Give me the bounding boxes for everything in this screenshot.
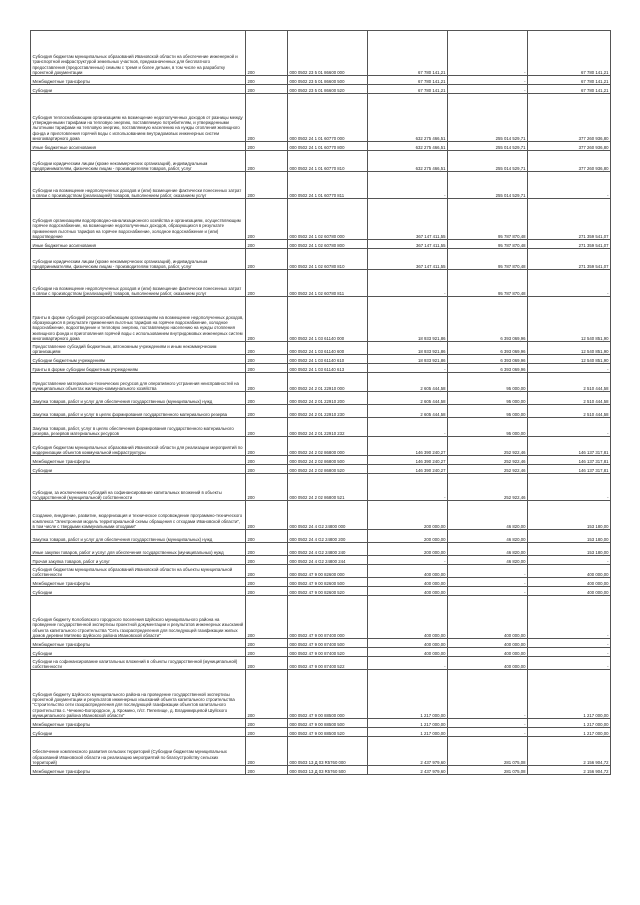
table-row: [31, 405, 611, 418]
row-executed-cell: 252 922,46: [448, 474, 528, 501]
row-budget-code-cell: 000 0502 24 2 01 22910 000: [288, 373, 368, 392]
row-executed-cell: 6 393 069,96: [448, 364, 528, 373]
row-unexecuted-cell: -: [528, 657, 611, 670]
table-row: [31, 76, 611, 85]
row-line-code-cell: 200: [246, 172, 288, 199]
row-budget-code-cell: 000 0502 24 1 01 60770 811: [288, 172, 368, 199]
row-approved-cell: -: [368, 418, 448, 437]
row-approved-cell: 1 217 000,00: [368, 728, 448, 737]
row-budget-code-cell: 000 0502 24 1 02 60780 000: [288, 199, 368, 240]
table-row: [31, 240, 611, 249]
table-row: [31, 418, 611, 437]
row-name-cell: Субсидия организациям водопроводно-канализационного хозяйства и организациям, осуществляющим горячее водоснабжение, на возмещение недополученных доходов, образующихся в результате применения льготных тарифов на горячее водоснабжение, холодное водоснабжение и (или) водоотведение: [31, 199, 246, 240]
row-line-code-cell: 200: [246, 85, 288, 94]
row-unexecuted-cell: 146 137 317,81: [528, 456, 611, 465]
row-name-cell: Иные бюджетные ассигнования: [31, 240, 246, 249]
row-name-cell: Субсидии на возмещение недополученных доходов и (или) возмещение фактически понесенных затрат в связи с производством (реализацией) товаров, выполнением работ, оказанием услуг: [31, 172, 246, 199]
row-line-code-cell: 200: [246, 270, 288, 297]
table-row: [31, 648, 611, 657]
row-name-cell: Предоставление материально-технических ресурсов для оперативного устранения неисправностей на муниципальных объектах жилищно-коммунального хозяйства: [31, 373, 246, 392]
table-row: [31, 373, 611, 392]
row-unexecuted-cell: 153 180,00: [528, 543, 611, 556]
row-line-code-cell: 200: [246, 596, 288, 639]
table-row: [31, 355, 611, 364]
row-unexecuted-cell: 2 510 444,58: [528, 392, 611, 405]
row-unexecuted-cell: 67 780 141,21: [528, 31, 611, 76]
table-row: [31, 657, 611, 670]
row-executed-cell: 95 787 870,48: [448, 270, 528, 297]
row-line-code-cell: 200: [246, 94, 288, 142]
row-name-cell: Межбюджетные трансферты: [31, 578, 246, 587]
row-unexecuted-cell: 12 540 851,90: [528, 342, 611, 355]
row-approved-cell: 67 780 141,21: [368, 85, 448, 94]
row-executed-cell: 95 787 870,48: [448, 249, 528, 270]
row-approved-cell: 200 000,00: [368, 530, 448, 543]
row-name-cell: Субсидии: [31, 465, 246, 474]
table-row: [31, 556, 611, 565]
table-row: [31, 31, 611, 76]
row-approved-cell: -: [368, 657, 448, 670]
row-line-code-cell: 200: [246, 530, 288, 543]
row-executed-cell: -: [448, 565, 528, 578]
row-executed-cell: 95 787 870,48: [448, 199, 528, 240]
budget-table: [30, 30, 611, 775]
row-approved-cell: 200 000,00: [368, 501, 448, 530]
row-budget-code-cell: 000 0502 24 2 01 22910 232: [288, 418, 368, 437]
row-name-cell: Межбюджетные трансферты: [31, 456, 246, 465]
row-executed-cell: -: [448, 670, 528, 719]
row-budget-code-cell: 000 0502 24 1 01 60770 810: [288, 151, 368, 172]
row-name-cell: Межбюджетные трансферты: [31, 639, 246, 648]
row-budget-code-cell: 000 0502 47 9 00 87400 000: [288, 596, 368, 639]
table-row: [31, 297, 611, 342]
row-budget-code-cell: 000 0502 24 1 02 60780 810: [288, 249, 368, 270]
table-row: [31, 342, 611, 355]
row-name-cell: Прочая закупка товаров, работ и услуг: [31, 556, 246, 565]
row-line-code-cell: 200: [246, 719, 288, 728]
table-row: [31, 565, 611, 578]
table-row: [31, 543, 611, 556]
row-approved-cell: 1 217 000,00: [368, 670, 448, 719]
row-executed-cell: 46 820,00: [448, 543, 528, 556]
row-name-cell: Субсидии бюджетным учреждениям: [31, 355, 246, 364]
row-budget-code-cell: 000 0502 47 9 00 82600 000: [288, 565, 368, 578]
row-unexecuted-cell: -: [528, 556, 611, 565]
row-budget-code-cell: 000 0502 24 1 02 60780 800: [288, 240, 368, 249]
table-row: [31, 392, 611, 405]
row-name-cell: Обеспечение комплексного развития сельских территорий (Субсидии бюджетам муниципальных образований Ивановской области на реализацию мероприятий по благоустройству сельских территорий): [31, 737, 246, 766]
table-row: [31, 766, 611, 775]
row-line-code-cell: 200: [246, 565, 288, 578]
row-unexecuted-cell: 146 137 317,81: [528, 437, 611, 456]
row-line-code-cell: 200: [246, 465, 288, 474]
row-executed-cell: -: [448, 728, 528, 737]
row-line-code-cell: 200: [246, 543, 288, 556]
row-unexecuted-cell: -: [528, 639, 611, 648]
row-budget-code-cell: 000 0502 24 2 02 86800 000: [288, 437, 368, 456]
row-line-code-cell: 200: [246, 501, 288, 530]
row-approved-cell: -: [368, 474, 448, 501]
row-approved-cell: 2 605 444,58: [368, 405, 448, 418]
row-budget-code-cell: 000 0502 47 9 00 88500 000: [288, 670, 368, 719]
row-line-code-cell: 200: [246, 556, 288, 565]
row-line-code-cell: 200: [246, 364, 288, 373]
row-executed-cell: 252 922,46: [448, 465, 528, 474]
row-executed-cell: 6 393 069,96: [448, 342, 528, 355]
row-approved-cell: 400 000,00: [368, 648, 448, 657]
row-unexecuted-cell: 271 359 541,07: [528, 199, 611, 240]
row-budget-code-cell: 000 0502 47 9 00 82600 500: [288, 578, 368, 587]
table-row: [31, 249, 611, 270]
row-line-code-cell: 200: [246, 151, 288, 172]
table-row: [31, 639, 611, 648]
row-approved-cell: 400 000,00: [368, 639, 448, 648]
row-budget-code-cell: 000 0502 24 2 01 22910 230: [288, 405, 368, 418]
row-executed-cell: 95 787 870,48: [448, 240, 528, 249]
row-budget-code-cell: 000 0502 24 2 01 22910 200: [288, 392, 368, 405]
table-row: [31, 85, 611, 94]
row-line-code-cell: 200: [246, 437, 288, 456]
row-unexecuted-cell: 1 217 000,00: [528, 728, 611, 737]
row-approved-cell: 2 605 444,58: [368, 392, 448, 405]
row-line-code-cell: 200: [246, 456, 288, 465]
row-approved-cell: 367 147 411,55: [368, 240, 448, 249]
row-budget-code-cell: 000 0502 47 9 00 82600 520: [288, 587, 368, 596]
row-name-cell: Субсидии на софинансирование капитальных вложений в объекты государственной (муниципальной) собственности: [31, 657, 246, 670]
row-line-code-cell: 200: [246, 240, 288, 249]
row-name-cell: Межбюджетные трансферты: [31, 719, 246, 728]
row-name-cell: Закупка товаров, работ и услуг для обеспечения государственных (муниципальных) нужд: [31, 530, 246, 543]
row-name-cell: Закупка товаров, работ и услуг в целях формирования государственного материального резерва: [31, 405, 246, 418]
row-line-code-cell: 200: [246, 737, 288, 766]
row-executed-cell: -: [448, 31, 528, 76]
row-executed-cell: -: [448, 719, 528, 728]
row-approved-cell: 632 275 466,51: [368, 151, 448, 172]
row-executed-cell: 281 075,08: [448, 766, 528, 775]
row-executed-cell: 255 014 529,71: [448, 142, 528, 151]
row-budget-code-cell: 000 0502 24 4 G2 24800 200: [288, 530, 368, 543]
row-approved-cell: 367 147 411,55: [368, 199, 448, 240]
row-line-code-cell: 200: [246, 728, 288, 737]
row-unexecuted-cell: -: [528, 596, 611, 639]
row-line-code-cell: 200: [246, 766, 288, 775]
row-budget-code-cell: 000 0502 47 9 00 87400 520: [288, 648, 368, 657]
row-approved-cell: 18 933 921,86: [368, 342, 448, 355]
row-name-cell: Предоставление субсидий бюджетным, автономным учреждениям и иным некоммерческим организациям: [31, 342, 246, 355]
row-approved-cell: 632 275 466,51: [368, 142, 448, 151]
row-unexecuted-cell: 271 359 541,07: [528, 249, 611, 270]
row-line-code-cell: 200: [246, 405, 288, 418]
row-name-cell: Субсидии юридическим лицам (кроме некоммерческих организаций), индивидуальным предпринимателям, физическим лицам - производителям товаров, работ, услуг: [31, 151, 246, 172]
row-line-code-cell: 200: [246, 355, 288, 364]
row-budget-code-cell: 000 0502 47 9 00 87400 522: [288, 657, 368, 670]
row-name-cell: Субсидия бюджетам муниципальных образований Ивановской области для реализации мероприятий по модернизации объектов коммунальной инфраструктуры: [31, 437, 246, 456]
row-executed-cell: 95 000,00: [448, 405, 528, 418]
row-name-cell: Субсидия бюджету Шуйского муниципального района на проведение государственной экспертизы проектной документации и результатов инженерных изысканий объекта капитального строительства "Строительство сети газораспределения для последующей газификации объектов капитального строительства с. Чечкино-Богородское, д. Кромино, п/ст. Пепелище, д. Владимирцевой Шуйского муниципального района Ивановской области": [31, 670, 246, 719]
row-unexecuted-cell: 2 510 444,58: [528, 373, 611, 392]
row-approved-cell: 18 933 921,86: [368, 297, 448, 342]
row-line-code-cell: 200: [246, 373, 288, 392]
row-unexecuted-cell: 271 359 541,07: [528, 240, 611, 249]
row-executed-cell: -: [448, 578, 528, 587]
row-executed-cell: 46 820,00: [448, 501, 528, 530]
row-name-cell: Субсидии на возмещение недополученных доходов и (или) возмещение фактически понесенных затрат в связи с производством (реализацией) товаров, выполнением работ, оказанием услуг: [31, 270, 246, 297]
row-approved-cell: -: [368, 270, 448, 297]
row-budget-code-cell: 000 0503 13 Д 03 R5760 500: [288, 766, 368, 775]
row-budget-code-cell: 000 0502 24 4 G2 24800 244: [288, 556, 368, 565]
table-row: [31, 199, 611, 240]
row-line-code-cell: 200: [246, 31, 288, 76]
row-executed-cell: 281 075,08: [448, 737, 528, 766]
row-line-code-cell: 200: [246, 342, 288, 355]
row-approved-cell: 18 933 921,86: [368, 355, 448, 364]
row-name-cell: Гранты в форме субсидии бюджетным учреждениям: [31, 364, 246, 373]
row-executed-cell: 95 000,00: [448, 373, 528, 392]
row-unexecuted-cell: 2 510 444,58: [528, 405, 611, 418]
row-unexecuted-cell: -: [528, 364, 611, 373]
row-budget-code-cell: 000 0502 47 9 00 88500 500: [288, 719, 368, 728]
row-line-code-cell: 200: [246, 142, 288, 151]
row-name-cell: Иные закупки товаров, работ и услуг для обеспечения государственных (муниципальных) нужд: [31, 543, 246, 556]
row-executed-cell: 95 000,00: [448, 392, 528, 405]
table-row: [31, 364, 611, 373]
row-unexecuted-cell: -: [528, 648, 611, 657]
row-budget-code-cell: 000 0502 24 2 02 86800 521: [288, 474, 368, 501]
row-approved-cell: 2 437 979,60: [368, 766, 448, 775]
row-name-cell: Гранты в форме субсидий ресурсоснабжающим организациям на возмещение недополученных доходов, образующихся в результате применения льготных тарифов на горячее водоснабжение, холодное водоснабжение, водоотведение и тепловую энергию, поставляемую населению на нужды отопления жилищного фонда и приготовления горячей воды с использованием внутридомовых инженерных систем многоквартирного дома: [31, 297, 246, 342]
row-unexecuted-cell: 67 780 141,21: [528, 85, 611, 94]
row-budget-code-cell: 000 0502 24 1 03 61140 610: [288, 355, 368, 364]
row-unexecuted-cell: 400 000,00: [528, 578, 611, 587]
row-approved-cell: 400 000,00: [368, 578, 448, 587]
row-name-cell: Создание, внедрение, развитие, модернизация и техническое сопровождение программно-технического комплекса "Электронная модель территориальной схемы обращения с отходами Ивановской области", в том числе с твердыми коммунальными отходами": [31, 501, 246, 530]
table-row: [31, 578, 611, 587]
row-approved-cell: 367 147 411,55: [368, 249, 448, 270]
row-approved-cell: 146 390 240,27: [368, 437, 448, 456]
row-approved-cell: 1 217 000,00: [368, 719, 448, 728]
table-row: [31, 456, 611, 465]
row-unexecuted-cell: -: [528, 270, 611, 297]
row-unexecuted-cell: 377 260 936,80: [528, 142, 611, 151]
row-budget-code-cell: 000 0502 47 9 00 87400 500: [288, 639, 368, 648]
row-line-code-cell: 200: [246, 297, 288, 342]
table-row: [31, 737, 611, 766]
row-unexecuted-cell: 153 180,00: [528, 501, 611, 530]
table-row: [31, 728, 611, 737]
row-name-cell: Закупка товаров, работ и услуг для обеспечения государственных (муниципальных) нужд: [31, 392, 246, 405]
row-executed-cell: -: [448, 85, 528, 94]
row-approved-cell: -: [368, 556, 448, 565]
row-executed-cell: 255 014 529,71: [448, 172, 528, 199]
row-budget-code-cell: 000 0502 24 2 02 86800 520: [288, 465, 368, 474]
row-executed-cell: 46 820,00: [448, 556, 528, 565]
row-approved-cell: 200 000,00: [368, 543, 448, 556]
row-budget-code-cell: 000 0503 13 Д 03 R5760 000: [288, 737, 368, 766]
row-unexecuted-cell: 2 156 904,72: [528, 766, 611, 775]
row-executed-cell: 6 393 069,96: [448, 355, 528, 364]
row-budget-code-cell: 000 0502 23 5 01 86600 520: [288, 85, 368, 94]
table-row: [31, 151, 611, 172]
row-unexecuted-cell: 12 540 851,90: [528, 297, 611, 342]
row-line-code-cell: 200: [246, 76, 288, 85]
row-unexecuted-cell: 400 000,00: [528, 587, 611, 596]
table-row: [31, 474, 611, 501]
row-line-code-cell: 200: [246, 199, 288, 240]
row-approved-cell: -: [368, 172, 448, 199]
row-line-code-cell: 200: [246, 418, 288, 437]
row-executed-cell: 400 000,00: [448, 648, 528, 657]
row-line-code-cell: 200: [246, 474, 288, 501]
row-unexecuted-cell: 1 217 000,00: [528, 719, 611, 728]
row-executed-cell: 400 000,00: [448, 657, 528, 670]
row-line-code-cell: 200: [246, 249, 288, 270]
table-row: [31, 670, 611, 719]
row-budget-code-cell: 000 0502 24 4 G2 24800 240: [288, 543, 368, 556]
table-body: [31, 31, 611, 775]
row-approved-cell: 67 780 141,21: [368, 76, 448, 85]
row-approved-cell: 2 605 444,58: [368, 373, 448, 392]
row-executed-cell: 252 922,46: [448, 437, 528, 456]
row-line-code-cell: 200: [246, 587, 288, 596]
row-name-cell: Межбюджетные трансферты: [31, 766, 246, 775]
row-approved-cell: 632 275 466,51: [368, 94, 448, 142]
row-approved-cell: 400 000,00: [368, 596, 448, 639]
row-unexecuted-cell: 377 260 936,80: [528, 94, 611, 142]
row-unexecuted-cell: 153 180,00: [528, 530, 611, 543]
row-unexecuted-cell: 400 000,00: [528, 565, 611, 578]
row-budget-code-cell: 000 0502 24 1 01 60770 000: [288, 94, 368, 142]
table-row: [31, 587, 611, 596]
row-budget-code-cell: 000 0502 24 1 02 60780 811: [288, 270, 368, 297]
table-row: [31, 719, 611, 728]
row-budget-code-cell: 000 0502 24 1 03 61140 613: [288, 364, 368, 373]
row-name-cell: Субсидия бюджету Колобовского городского поселения Шуйского муниципального района на проведение государственной экспертизы проектной документации и результатов инженерных изысканий объекта капитального строительства "Сеть газораспределения для последующей газификации жилых домов деревни Митяево Шуйского района Ивановской области": [31, 596, 246, 639]
row-line-code-cell: 200: [246, 657, 288, 670]
row-unexecuted-cell: -: [528, 172, 611, 199]
row-budget-code-cell: 000 0502 23 5 01 86600 000: [288, 31, 368, 76]
row-unexecuted-cell: -: [528, 474, 611, 501]
row-approved-cell: 400 000,00: [368, 587, 448, 596]
row-executed-cell: 255 014 529,71: [448, 94, 528, 142]
row-line-code-cell: 200: [246, 670, 288, 719]
row-budget-code-cell: 000 0502 24 2 02 86800 500: [288, 456, 368, 465]
row-unexecuted-cell: 2 156 904,72: [528, 737, 611, 766]
row-name-cell: Субсидия бюджетам муниципальных образований Ивановской области на обеспечение инженерной и транспортной инфраструктурой земельных участков, предназначенных для бесплатного предоставления (предоставленных) семьям с тремя и более детьми, в том числе на разработку проектной документации: [31, 31, 246, 76]
row-unexecuted-cell: -: [528, 418, 611, 437]
row-executed-cell: 46 820,00: [448, 530, 528, 543]
row-name-cell: Субсидии юридическим лицам (кроме некоммерческих организаций), индивидуальным предпринимателям, физическим лицам - производителям товаров, работ, услуг: [31, 249, 246, 270]
row-executed-cell: 252 922,46: [448, 456, 528, 465]
row-unexecuted-cell: 12 540 851,90: [528, 355, 611, 364]
row-name-cell: Субсидии, за исключением субсидий на софинансирование капитальных вложений в объекты государственной (муниципальной) собственности: [31, 474, 246, 501]
table-row: [31, 530, 611, 543]
row-approved-cell: 67 780 141,21: [368, 31, 448, 76]
row-executed-cell: 95 000,00: [448, 418, 528, 437]
row-name-cell: Межбюджетные трансферты: [31, 76, 246, 85]
row-executed-cell: 400 000,00: [448, 596, 528, 639]
row-executed-cell: -: [448, 76, 528, 85]
row-unexecuted-cell: 146 137 317,81: [528, 465, 611, 474]
row-name-cell: Закупка товаров, работ, услуг в целях обеспечения формирования государственного материального резерва, резервов материальных ресурсов: [31, 418, 246, 437]
row-executed-cell: 255 014 529,71: [448, 151, 528, 172]
row-name-cell: Субсидии: [31, 648, 246, 657]
row-approved-cell: 146 390 240,27: [368, 456, 448, 465]
table-row: [31, 94, 611, 142]
row-unexecuted-cell: 67 780 141,21: [528, 76, 611, 85]
row-approved-cell: -: [368, 364, 448, 373]
row-name-cell: Субсидия теплоснабжающим организациям на возмещение недополученных доходов от разницы между утвержденными тарифами на тепловую энергию, поставляемую потребителям, и утвержденными льготными тарифами на тепловую энергию, поставляемую населению на нужды отопления жилищного фонда и приготовления горячей воды с использованием внутридомовых инженерных систем многоквартирного дома: [31, 94, 246, 142]
row-executed-cell: 6 393 069,96: [448, 297, 528, 342]
table-row: [31, 142, 611, 151]
row-approved-cell: 2 437 979,60: [368, 737, 448, 766]
row-budget-code-cell: 000 0502 24 4 G2 24800 000: [288, 501, 368, 530]
row-executed-cell: -: [448, 587, 528, 596]
table-row: [31, 501, 611, 530]
row-name-cell: Субсидии: [31, 85, 246, 94]
row-executed-cell: 400 000,00: [448, 639, 528, 648]
row-line-code-cell: 200: [246, 578, 288, 587]
row-unexecuted-cell: 1 217 000,00: [528, 670, 611, 719]
row-name-cell: Субсидия бюджетам муниципальных образований Ивановской области на объекты муниципальной собственности: [31, 565, 246, 578]
table-row: [31, 172, 611, 199]
row-unexecuted-cell: 377 260 936,80: [528, 151, 611, 172]
table-row: [31, 437, 611, 456]
row-name-cell: Субсидии: [31, 587, 246, 596]
row-line-code-cell: 200: [246, 648, 288, 657]
row-name-cell: Иные бюджетные ассигнования: [31, 142, 246, 151]
row-approved-cell: 146 390 240,27: [368, 465, 448, 474]
row-name-cell: Субсидии: [31, 728, 246, 737]
table-row: [31, 270, 611, 297]
row-budget-code-cell: 000 0502 47 9 00 88500 520: [288, 728, 368, 737]
row-line-code-cell: 200: [246, 639, 288, 648]
table-row: [31, 596, 611, 639]
row-approved-cell: 400 000,00: [368, 565, 448, 578]
row-line-code-cell: 200: [246, 392, 288, 405]
row-budget-code-cell: 000 0502 24 1 01 60770 800: [288, 142, 368, 151]
row-budget-code-cell: 000 0502 23 5 01 86600 500: [288, 76, 368, 85]
row-budget-code-cell: 000 0502 24 1 03 61140 000: [288, 297, 368, 342]
table-row: [31, 465, 611, 474]
row-budget-code-cell: 000 0502 24 1 03 61140 600: [288, 342, 368, 355]
